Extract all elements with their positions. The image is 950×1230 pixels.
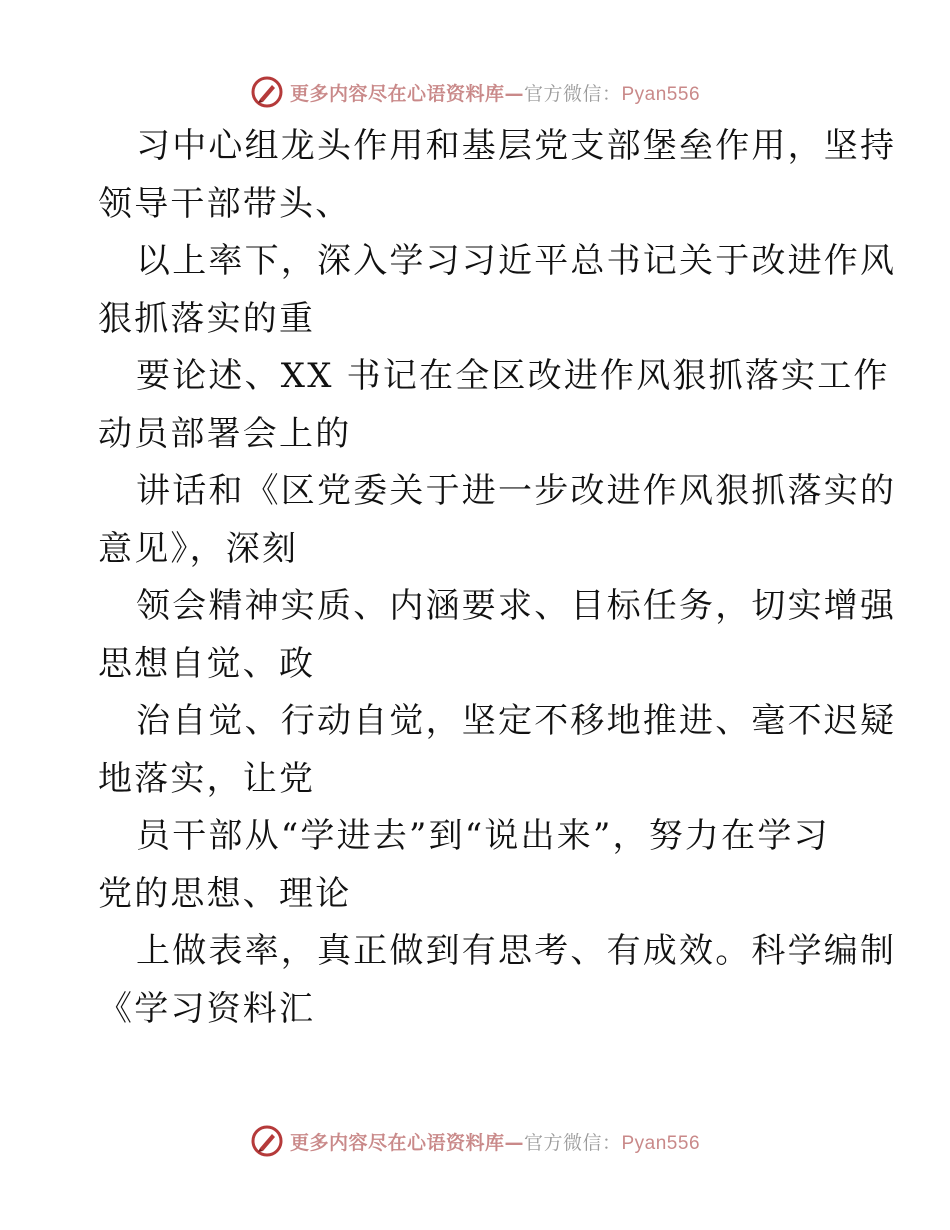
footer-watermark <box>0 1121 950 1161</box>
body-line: 狠抓落实的重 <box>98 298 316 339</box>
body-line: 以上率下，深入学习习近平总书记关于改进作风 <box>136 241 897 281</box>
header-watermark <box>0 72 950 112</box>
body-line: 地落实，让党 <box>98 758 316 799</box>
body-line: 讲话和《区党委关于进一步改进作风狠抓落实的 <box>136 471 897 511</box>
body-line: 习中心组龙头作用和基层党支部堡垒作用，坚持 <box>136 126 897 166</box>
body-line: 要论述、XX 书记在全区改进作风狠抓落实工作 <box>136 356 890 396</box>
body-line: 意见》，深刻 <box>98 528 299 569</box>
pen-logo-icon <box>250 75 284 109</box>
body-line: 党的思想、理论 <box>98 873 352 914</box>
body-line: 上做表率，真正做到有思考、有成效。科学编制 <box>136 931 897 971</box>
body-line: 领会精神实质、内涵要求、目标任务，切实增强 <box>136 586 897 626</box>
document-body <box>98 118 897 1038</box>
body-line: 思想自觉、政 <box>98 643 316 684</box>
watermark-dash: — <box>504 1131 524 1154</box>
body-line: 治自觉、行动自觉，坚定不移地推进、毫不迟疑 <box>136 701 897 741</box>
pen-logo-icon <box>250 1124 284 1158</box>
watermark-wechat-id: Pyan556 <box>621 1132 701 1154</box>
watermark-label: 官方微信： <box>523 1131 622 1154</box>
watermark-brand: 更多内容尽在心语资料库 <box>289 1131 505 1154</box>
body-line: 《学习资料汇 <box>98 988 316 1029</box>
watermark-label: 官方微信： <box>523 82 622 105</box>
body-line: 领导干部带头、 <box>98 183 352 224</box>
watermark-brand: 更多内容尽在心语资料库 <box>289 82 505 105</box>
watermark-dash: — <box>504 82 524 105</box>
body-line: 动员部署会上的 <box>98 413 352 454</box>
body-line: 员干部从“学进去”到“说出来”，努力在学习 <box>136 816 830 856</box>
watermark-wechat-id: Pyan556 <box>621 83 701 105</box>
